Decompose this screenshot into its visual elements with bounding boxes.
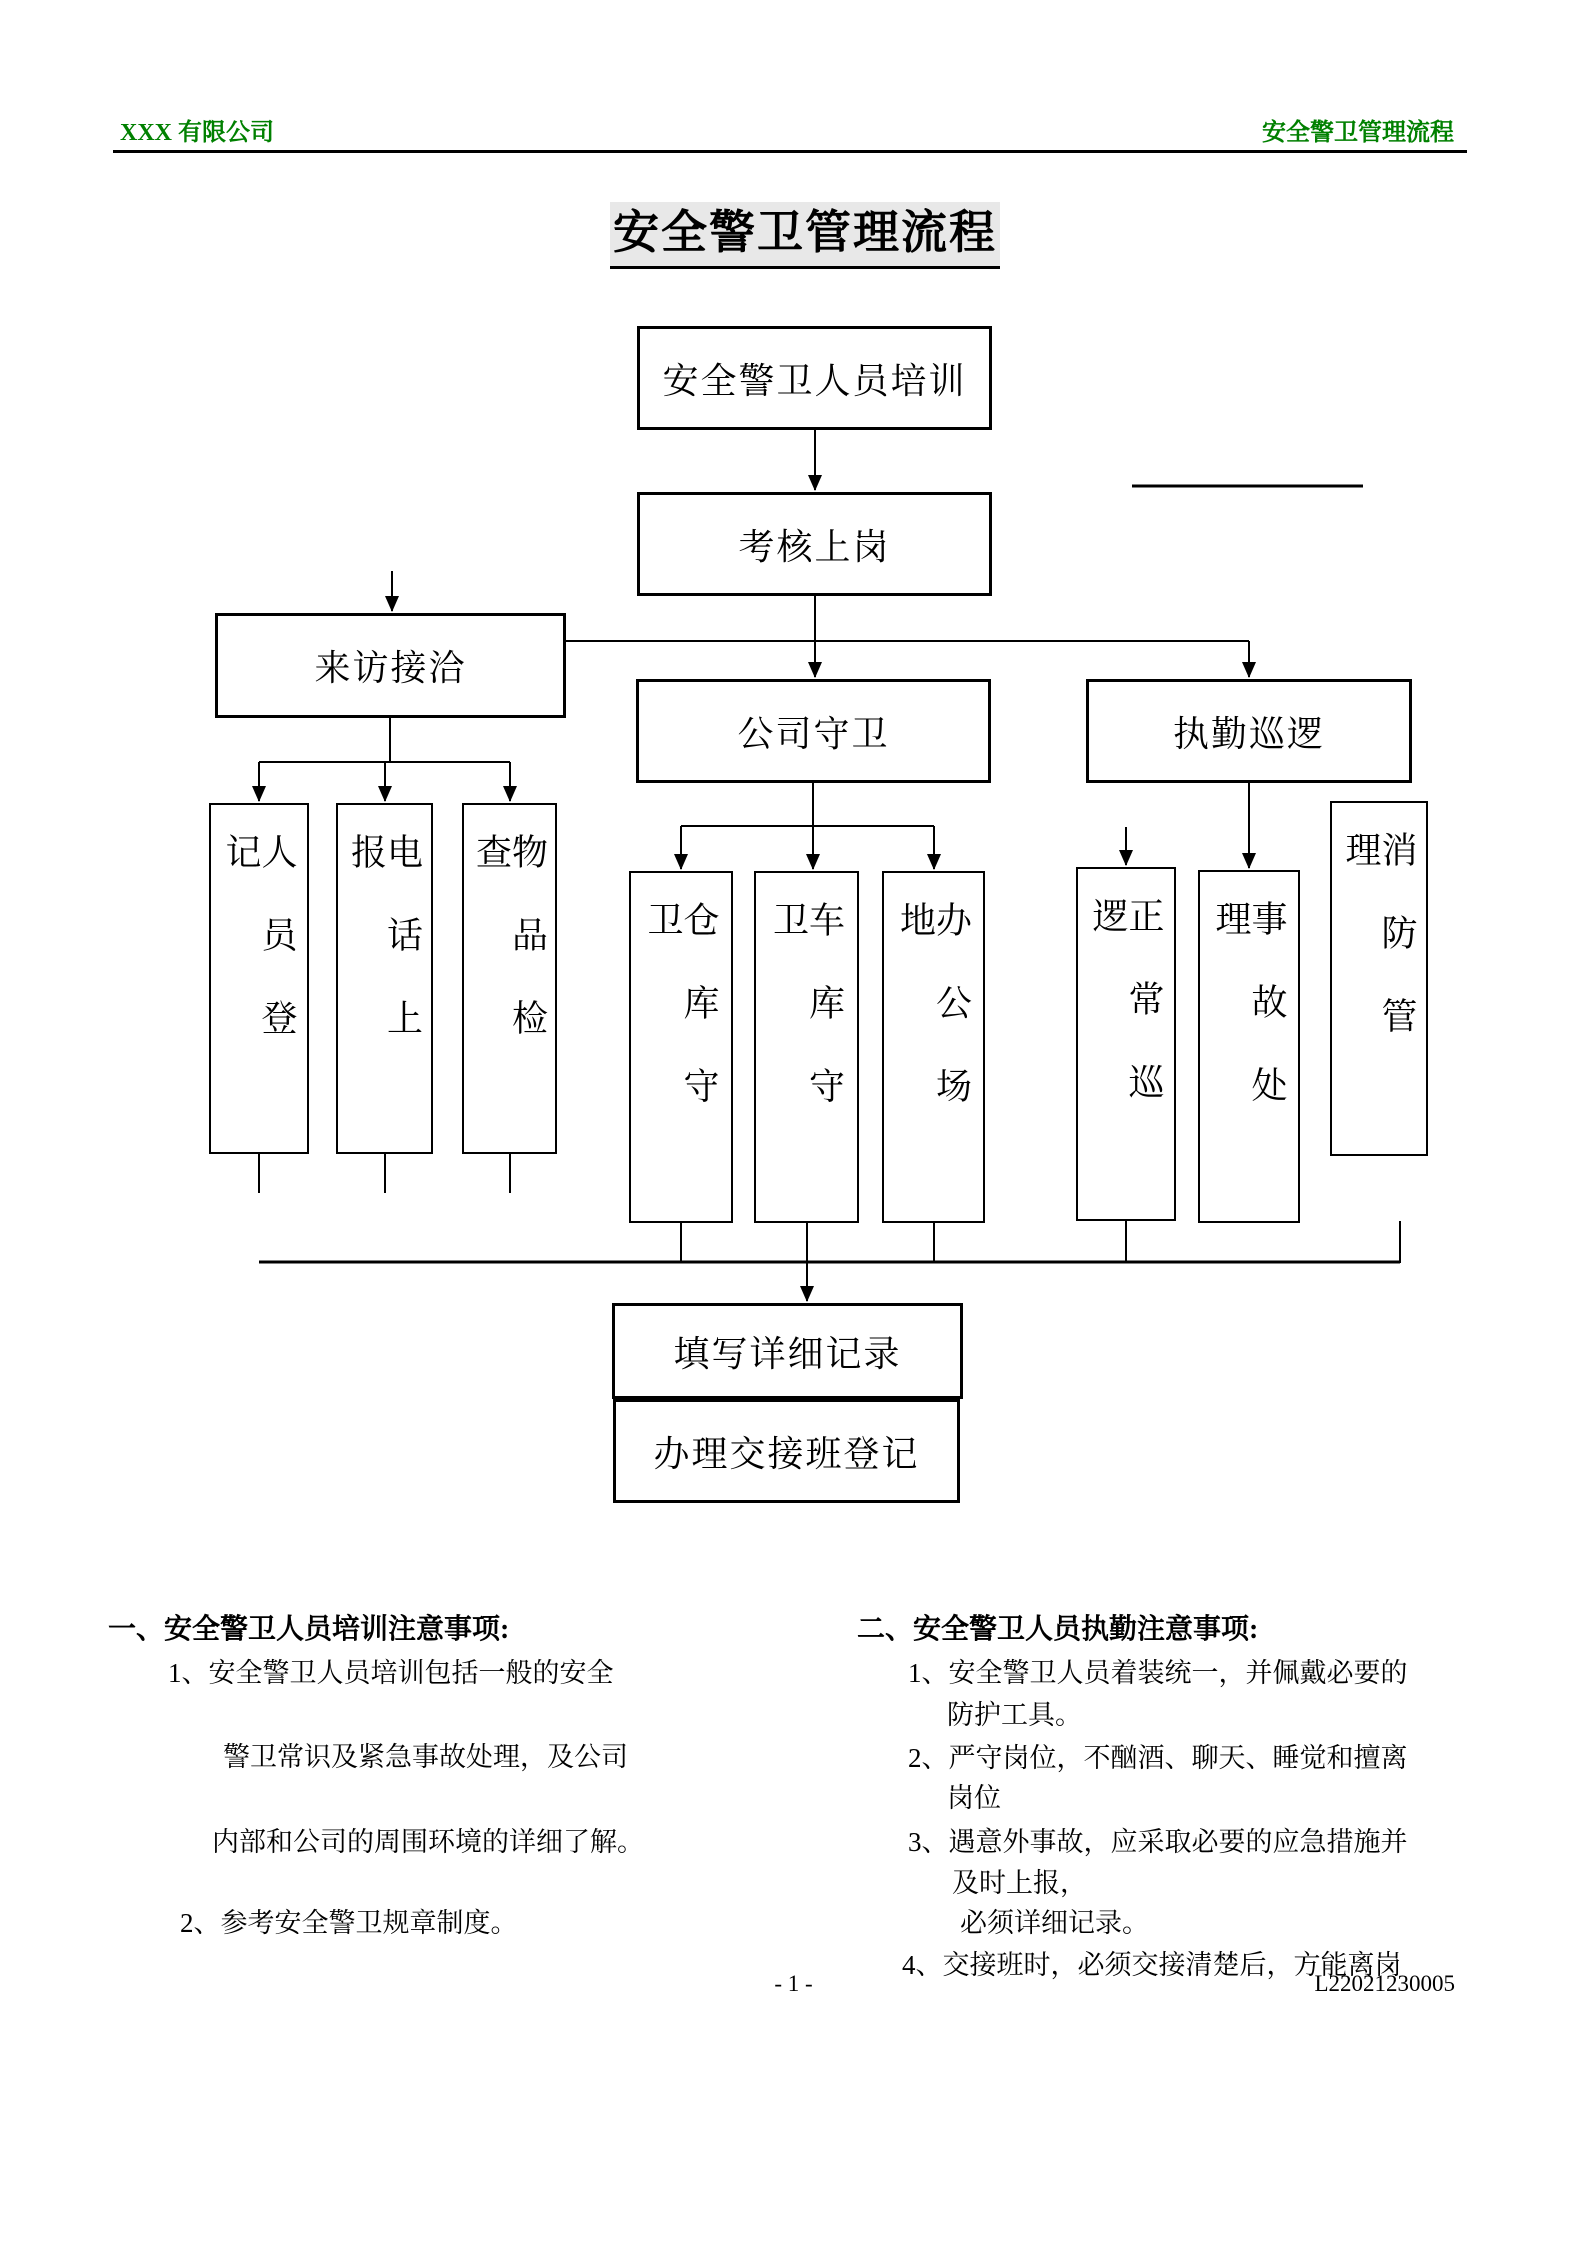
notes-right-line-4: 岗位 xyxy=(947,1783,1001,1813)
flow-node-visit xyxy=(215,613,566,718)
flow-node-fire-management-label: 消防管理 xyxy=(1341,831,1417,1080)
flow-node-shift-register xyxy=(613,1399,960,1503)
flow-node-training-label: 安全警卫人员培训 xyxy=(662,360,967,401)
flow-node-fill-record-label: 填写详细记录 xyxy=(673,1333,902,1374)
notes-right-line-7: 必须详细记录。 xyxy=(960,1908,1149,1938)
flow-node-fire-management xyxy=(1330,801,1428,1156)
notes-left-heading: 一、安全警卫人员培训注意事项: xyxy=(108,1614,510,1645)
flow-node-personnel-register xyxy=(209,803,309,1154)
flow-node-goods-check-label: 物品检查 xyxy=(471,833,548,1082)
flow-node-warehouse-guard-label: 仓库守卫 xyxy=(643,901,719,1150)
footer-doc-number: L22021230005 xyxy=(1314,1971,1455,1996)
flow-node-normal-patrol-label: 正常巡逻 xyxy=(1088,897,1164,1146)
flow-node-accident-handling xyxy=(1198,870,1300,1223)
notes-right-line-6: 及时上报， xyxy=(952,1868,1087,1898)
flow-node-company-guard-label: 公司守卫 xyxy=(737,713,890,754)
flow-node-office-area-label: 办公场地 xyxy=(895,901,972,1150)
flow-node-garage-guard xyxy=(754,871,859,1223)
notes-left-line-4: 2、参考安全警卫规章制度。 xyxy=(180,1908,518,1938)
flow-node-warehouse-guard xyxy=(629,871,733,1223)
notes-right-heading: 二、安全警卫人员执勤注意事项: xyxy=(857,1614,1259,1645)
flow-node-shift-register-label: 办理交接班登记 xyxy=(653,1433,920,1474)
flow-node-training xyxy=(637,326,992,430)
flow-node-exam-label: 考核上岗 xyxy=(738,526,891,567)
flow-node-fill-record xyxy=(612,1303,963,1399)
notes-left-line-3: 内部和公司的周围环境的详细了解。 xyxy=(212,1827,644,1857)
notes-right-line-5: 3、遇意外事故，应采取必要的应急措施并 xyxy=(908,1827,1408,1857)
page-title: 安全警卫管理流程 xyxy=(610,202,1000,269)
flow-node-goods-check xyxy=(462,803,557,1154)
notes-left-line-2: 警卫常识及紧急事故处理，及公司 xyxy=(223,1742,628,1772)
footer-page-number: - 1 - xyxy=(774,1971,813,1996)
notes-left-line-1: 1、安全警卫人员培训包括一般的安全 xyxy=(168,1658,614,1688)
flow-node-phone-report xyxy=(336,803,433,1154)
flow-node-phone-report-label: 电话上报 xyxy=(346,833,423,1082)
flow-node-visit-label: 来访接洽 xyxy=(314,648,467,688)
flow-node-duty-patrol xyxy=(1086,679,1412,783)
flow-node-exam xyxy=(637,492,992,596)
flow-node-company-guard xyxy=(636,679,991,783)
notes-right-line-1: 1、安全警卫人员着装统一，并佩戴必要的 xyxy=(908,1658,1408,1688)
flow-node-accident-handling-label: 事故处理 xyxy=(1211,900,1287,1149)
flow-node-garage-guard-label: 车库守卫 xyxy=(768,901,845,1150)
notes-right-line-3: 2、严守岗位，不酗酒、聊天、睡觉和擅离 xyxy=(908,1743,1408,1773)
notes-right-line-2: 防护工具。 xyxy=(947,1700,1082,1730)
flow-node-office-area xyxy=(882,871,985,1223)
header-doc-title: 安全警卫管理流程 xyxy=(1262,120,1454,146)
notes-right-line-8: 4、交接班时，必须交接清楚后，方能离岗 xyxy=(902,1950,1402,1980)
flow-node-normal-patrol xyxy=(1076,867,1176,1221)
header-company-name: XXX 有限公司 xyxy=(120,120,274,146)
flow-node-personnel-register-label: 人员登记 xyxy=(221,833,297,1082)
flow-node-duty-patrol-label: 执勤巡逻 xyxy=(1172,713,1325,754)
